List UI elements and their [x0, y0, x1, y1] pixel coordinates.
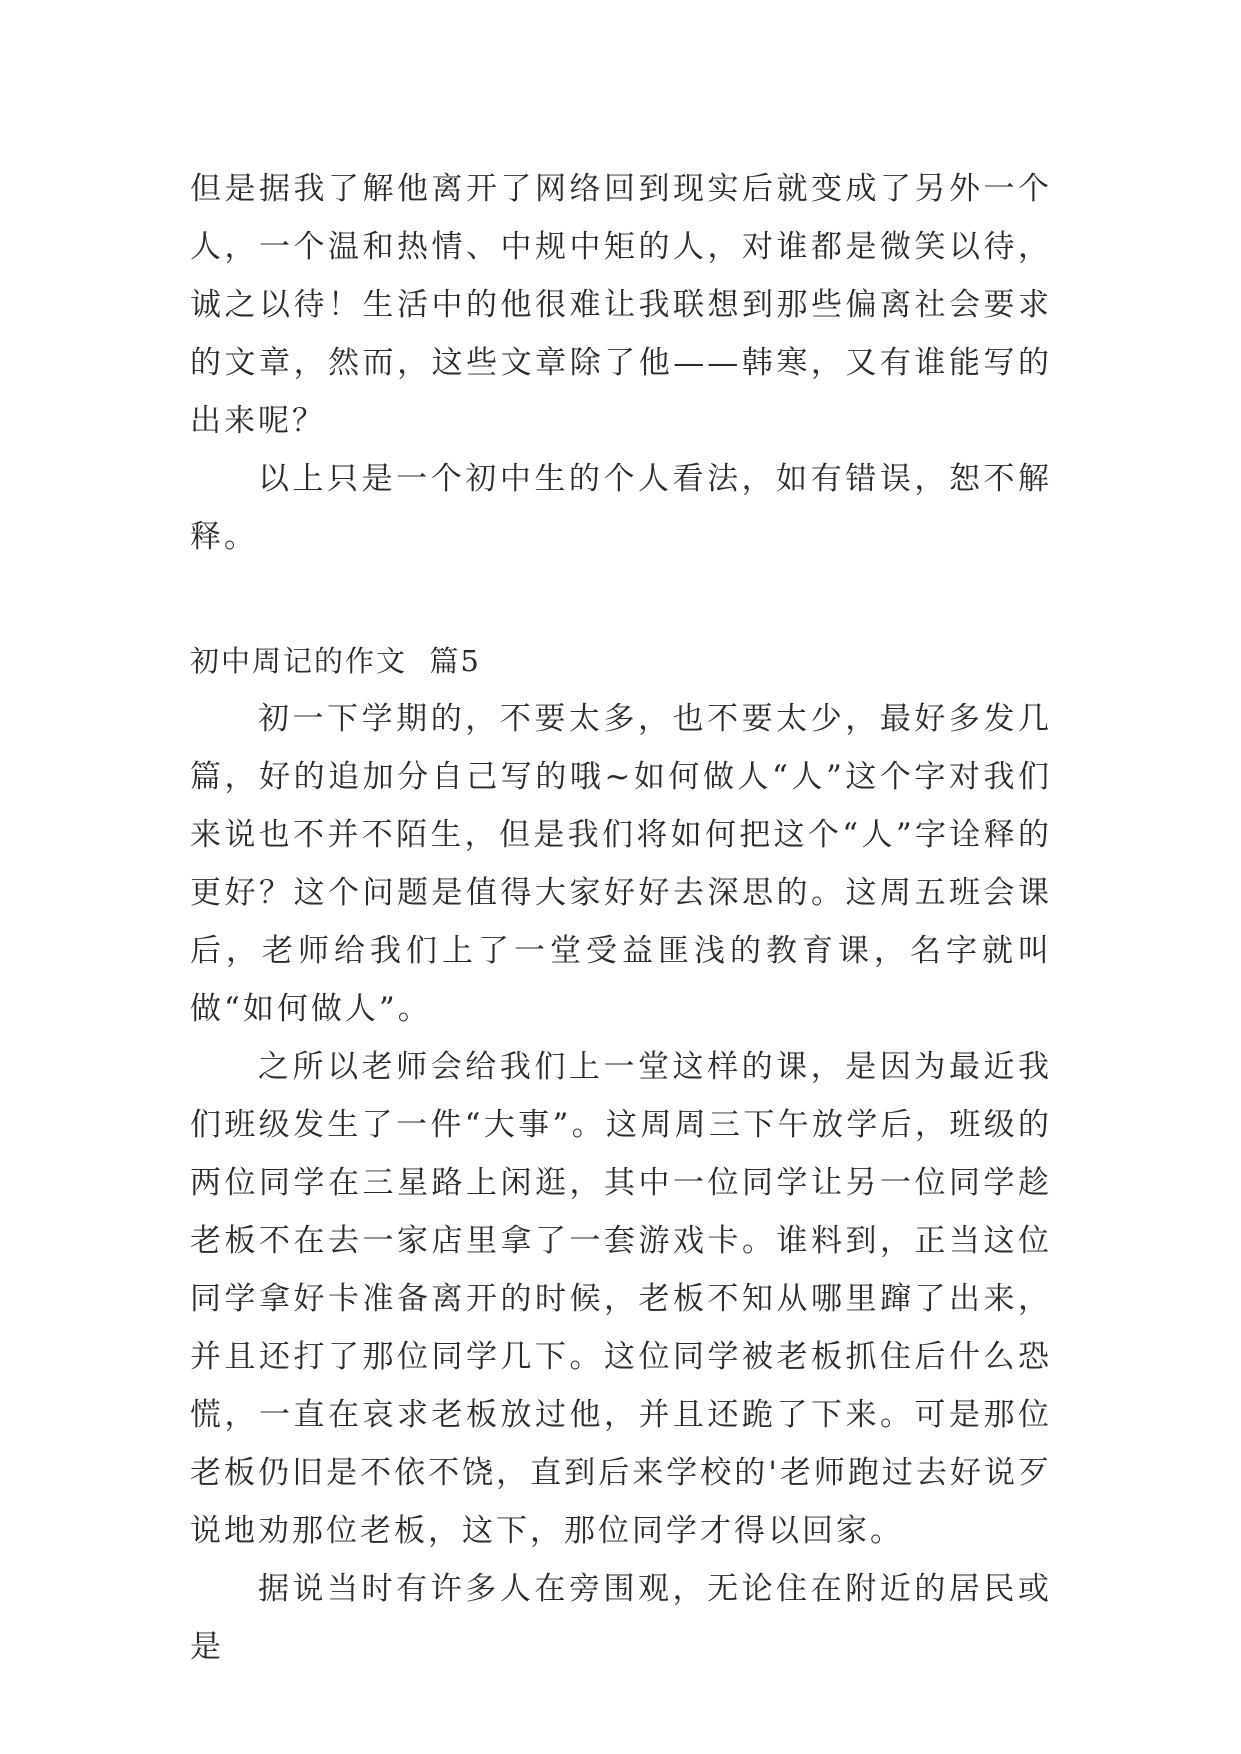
paragraph-personal-opinion: 以上只是一个初中生的个人看法，如有错误，恕不解释。: [190, 461, 1052, 555]
paragraph-class-incident: 之所以老师会给我们上一堂这样的课，是因为最近我们班级发生了一件“大事”。这周周三下午放学后，班级的两位同学在三星路上闲逛，其中一位同学让另一位同学趁老板不在去一家店里拿了一套游戏卡。谁料到，正当这位同学拿好卡准备离开的时候，老板不知从哪里蹿了出来，并且还打了那位同学几下。这位同学被老板抓住后什么恐慌，一直在哀求老板放过他，并且还跪了下来。可是那位老板仍旧是不依不饶，直到后来学校的'老师跑过去好说歹说地劝那位老板，这下，那位同学才得以回家。: [190, 1049, 1052, 1549]
paragraph-han-han-description: 但是据我了解他离开了网络回到现实后就变成了另外一个人，一个温和热情、中规中矩的人，对谁都是微笑以待，诚之以待！生活中的他很难让我联想到那些偏离社会要求的文章，然而，这些文章除了他——韩寒，又有谁能写的出来呢？: [190, 171, 1052, 439]
document-body: [190, 160, 1052, 1676]
paragraph-onlookers: 据说当时有许多人在旁围观，无论住在附近的居民或是: [190, 1571, 1052, 1665]
section-heading: 初中周记的作文 篇5: [190, 644, 481, 678]
paragraph-how-to-be-a-person: 初一下学期的，不要太多，也不要太少，最好多发几篇，好的追加分自己写的哦~如何做人“人”这个字对我们来说也不并不陌生，但是我们将如何把这个“人”字诠释的更好？这个问题是值得大家好好去深思的。这周五班会课后，老师给我们上了一堂受益匪浅的教育课，名字就叫做“如何做人”。: [190, 701, 1052, 1027]
